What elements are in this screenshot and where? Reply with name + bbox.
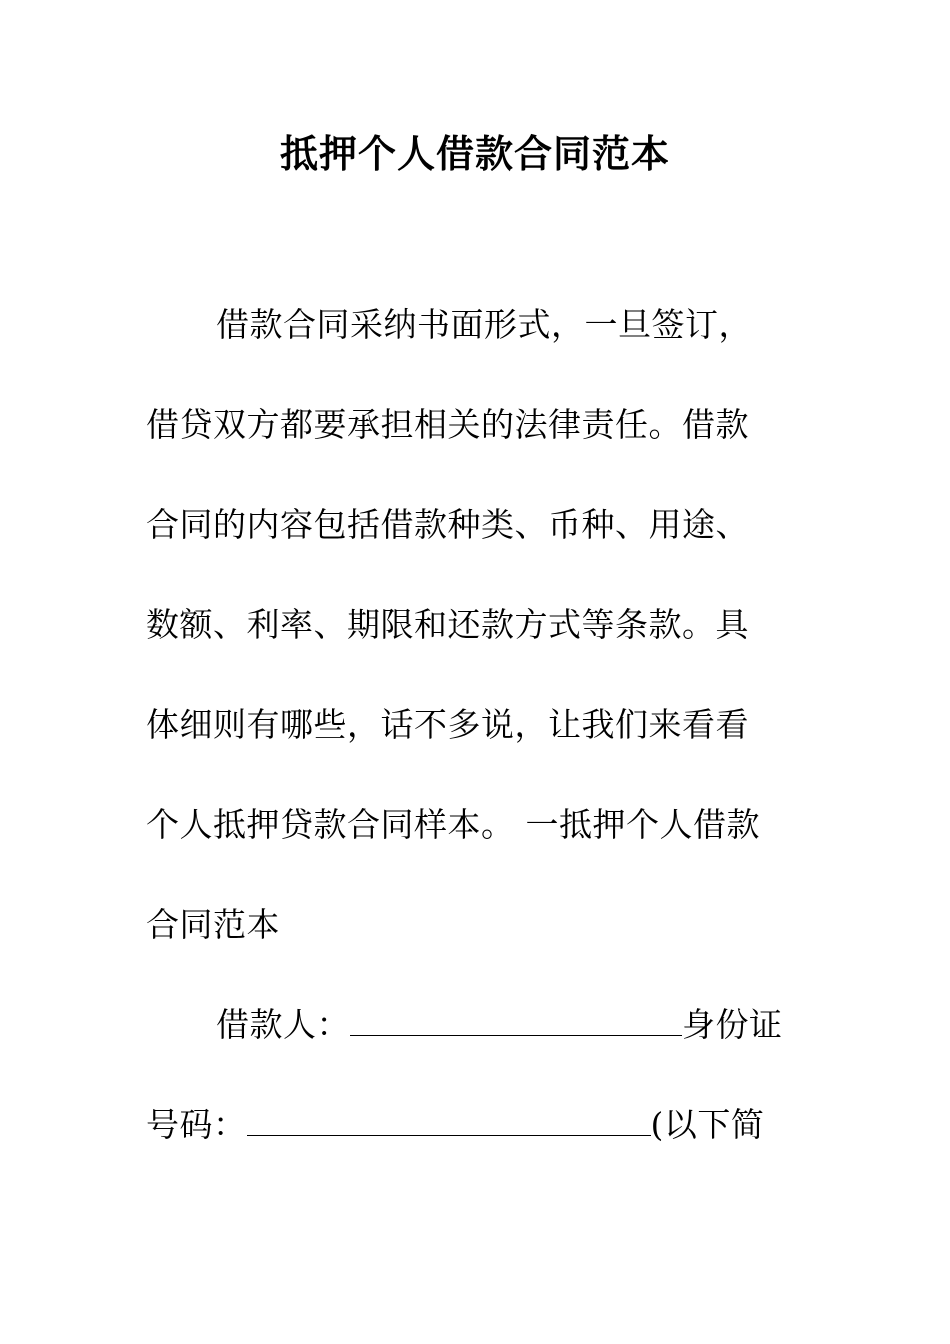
paragraph-line: 借贷双方都要承担相关的法律责任。借款 — [146, 405, 749, 444]
id-card-label: 身份证 — [682, 1005, 783, 1044]
paragraph-line: 体细则有哪些，话不多说，让我们来看看 — [146, 705, 749, 744]
paragraph-line: 借款合同采纳书面形式，一旦签订， — [216, 305, 752, 344]
paragraph-line: 个人抵押贷款合同样本。 一抵押个人借款 — [146, 805, 760, 844]
id-number-line — [146, 1099, 764, 1150]
id-number-label: 号码： — [146, 1105, 247, 1144]
borrower-name-blank[interactable] — [350, 999, 682, 1036]
paragraph-line: 合同的内容包括借款种类、币种、用途、 — [146, 505, 749, 544]
borrower-line — [216, 999, 783, 1050]
id-number-blank[interactable] — [247, 1099, 651, 1136]
paragraph-line: 合同范本 — [146, 905, 280, 944]
paragraph-line: 数额、利率、期限和还款方式等条款。具 — [146, 605, 749, 644]
hereinafter-text: (以下简 — [650, 1105, 765, 1144]
borrower-label: 借款人： — [216, 1005, 350, 1044]
document-title: 抵押个人借款合同范本 — [279, 132, 670, 176]
